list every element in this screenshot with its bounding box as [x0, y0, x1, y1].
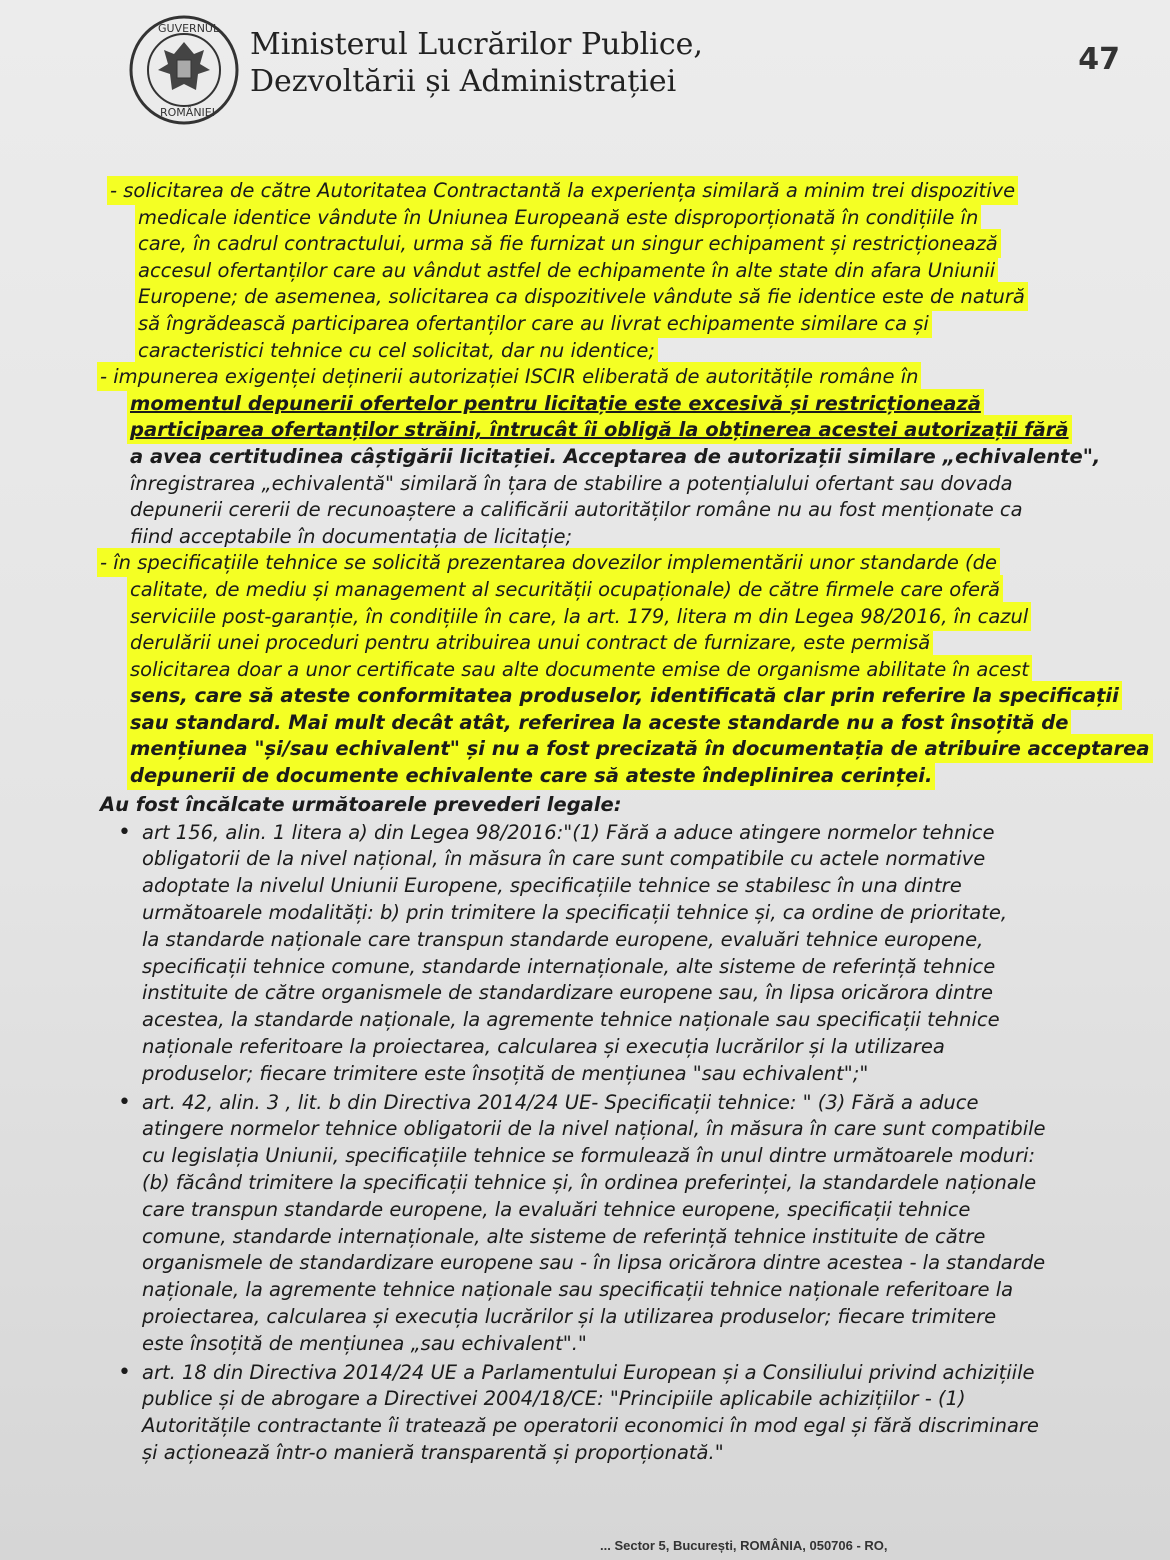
- page-number: 47: [1078, 42, 1120, 77]
- para2-line: momentul depunerii ofertelor pentru licitație este excesivă și restricționează: [130, 391, 981, 415]
- bullet-icon: •: [118, 1089, 131, 1115]
- para3-line: - în specificațiile tehnice se solicită prezentarea dovezilor implementării unor standarde (de: [100, 551, 998, 575]
- bullet3-line: Autoritățile contractante îi tratează pe operatorii economici în mod egal și fără discriminare: [142, 1414, 1039, 1438]
- para2-line: a avea certitudinea câștigării licitației. Acceptarea de autorizații similare „echivalente",: [130, 444, 1101, 468]
- bullet3-line: publice și de abrogare a Directivei 2004/18/CE: "Principiile aplicabile achizițiilor - (1): [142, 1387, 966, 1411]
- bullet1-line: la standarde naționale care transpun standarde europene, evaluări tehnice europene,: [142, 927, 984, 951]
- para3-line: derulării unei proceduri pentru atribuirea unui contract de furnizare, este permisă: [130, 631, 931, 655]
- paragraph-similar-experience: [110, 178, 1120, 364]
- para1-line: - solicitarea de către Autoritatea Contractantă la experiența similară a minim trei dispozitive: [110, 179, 1016, 202]
- para1-line: Europene; de asemenea, solicitarea ca dispozitivele vândute să fie identice este de natură: [138, 285, 1025, 309]
- bullet1-line: obligatorii de la nivel național, în măsura în care sunt compatibile cu actele normative: [142, 847, 986, 871]
- bullet3-line: art. 18 din Directiva 2014/24 UE a Parlamentului European și a Consiliului privind achizițiile: [142, 1360, 1035, 1384]
- bullet-icon: •: [118, 1359, 131, 1385]
- document-body: [100, 178, 1150, 1467]
- bullet1-line: instituite de către organismele de standardizare europene sau, în lipsa oricărora dintre: [142, 981, 993, 1005]
- bullet-icon: •: [118, 819, 131, 845]
- para1-line: medicale identice vândute în Uniunea Europeană este disproporționată în condițiile în: [138, 205, 979, 229]
- para2-line: fiind acceptabile în documentația de licitație;: [130, 524, 573, 548]
- bullet2-line: art. 42, alin. 3 , lit. b din Directiva 2014/24 UE- Specificații tehnice: " (3) Fără a aduce: [142, 1090, 979, 1114]
- para3-line: calitate, de mediu și management al securității ocupaționale) de către firmele care oferă: [130, 577, 1000, 601]
- bullet2-line: (b) făcând trimitere la specificații tehnice și, în ordinea preferinței, la standardele naționale: [142, 1171, 1037, 1195]
- para1-line: accesul ofertanților care au vândut astfel de echipamente în alte state din afara Uniunii: [138, 258, 996, 282]
- letterhead: [128, 14, 1138, 134]
- bullet1-line: specificații tehnice comune, standarde internaționale, alte sisteme de referință tehnice: [142, 954, 996, 978]
- para1-line: caracteristici tehnice cu cel solicitat, dar nu identice;: [138, 338, 655, 362]
- legal-bullet-art42: [100, 1090, 1120, 1358]
- para2-line: participarea ofertanților străini, întrucât îi obligă la obținerea acestei autorizații fără: [130, 418, 1069, 442]
- para3-line: serviciile post-garanție, în condițiile în care, la art. 179, litera m din Legea 98/2016, în cazul: [130, 604, 1029, 628]
- paragraph-iscir-authorization: [100, 364, 1120, 550]
- para3-line: mențiunea "și/sau echivalent" și nu a fost precizată în documentația de atribuire acceptarea: [130, 737, 1150, 761]
- para2-line: înregistrarea „echivalentă" similară în țara de stabilire a potențialului ofertant sau dovada: [130, 471, 1013, 495]
- bullet2-line: proiectarea, calcularea și execuția lucrărilor și la utilizarea produselor; fiecare trimitere: [142, 1305, 997, 1328]
- bullet1-line: produselor; fiecare trimitere este însoțită de mențiunea "sau echivalent";": [142, 1061, 869, 1085]
- para3-line: sau standard. Mai mult decât atât, referirea la aceste standarde nu a fost însoțită de: [130, 710, 1069, 734]
- legal-provisions-heading: Au fost încălcate următoarele prevederi legale:: [100, 792, 622, 816]
- para3-line: depunerii de documente echivalente care să ateste îndeplinirea cerinței.: [130, 764, 933, 788]
- paragraph-technical-specifications: [100, 550, 1150, 789]
- svg-text:ROMÂNIEI: ROMÂNIEI: [160, 106, 215, 119]
- para1-line: care, în cadrul contractului, urma să fie furnizat un singur echipament și restricționează: [138, 232, 998, 256]
- para2-line: depunerii cererii de recunoaștere a calificării autorităților române nu au fost menționate ca: [130, 498, 1023, 522]
- legal-bullet-art156: [100, 820, 1120, 1088]
- footer-address: ... Sector 5, București, ROMÂNIA, 050706 - RO,: [600, 1538, 888, 1553]
- bullet2-line: naționale, la agremente tehnice naționale sau specificații tehnice naționale referitoare la: [142, 1278, 1014, 1302]
- legal-bullet-art18: [100, 1360, 1120, 1467]
- ministry-name: [250, 26, 703, 100]
- bullet3-line: și acționează într-o manieră transparentă și proporționată.": [142, 1440, 724, 1464]
- ministry-line2: Dezvoltării și Administrației: [250, 64, 677, 99]
- ministry-line1: Ministerul Lucrărilor Publice,: [250, 27, 703, 62]
- bullet2-line: atingere normelor tehnice obligatorii de la nivel național, în măsura în care sunt compatibile: [142, 1117, 1046, 1141]
- svg-text:GUVERNUL: GUVERNUL: [158, 22, 220, 35]
- bullet2-line: cu legislația Uniunii, specificațiile tehnice se formulează în unul dintre următoarele moduri:: [142, 1144, 1036, 1168]
- bullet2-line: organismele de standardizare europene sau - în lipsa oricărora dintre acestea - la standarde: [142, 1251, 1046, 1275]
- para2-line: - impunerea exigenței deținerii autorizației ISCIR eliberată de autoritățile române în: [100, 365, 919, 389]
- para3-line: solicitarea doar a unor certificate sau alte documente emise de organisme abilitate în acest: [130, 657, 1029, 681]
- bullet2-line: este însoțită de mențiunea „sau echivalent".": [142, 1331, 587, 1355]
- bullet2-line: comune, standarde internaționale, alte sisteme de referință tehnice instituite de către: [142, 1224, 986, 1248]
- bullet1-line: adoptate la nivelul Uniunii Europene, specificațiile tehnice se stabilesc în una dintre: [142, 874, 962, 898]
- romanian-government-seal-icon: [128, 14, 240, 126]
- bullet1-line: următoarele modalități: b) prin trimitere la specificații tehnice și, ca ordine de prioritate,: [142, 901, 1008, 925]
- bullet2-line: care transpun standarde europene, la evaluări tehnice europene, specificații tehnice: [142, 1197, 971, 1221]
- para3-line: sens, care să ateste conformitatea produselor, identificată clar prin referire la specificații: [130, 684, 1119, 708]
- bullet1-line: acestea, la standarde naționale, la agremente tehnice naționale sau specificații tehnice: [142, 1008, 1000, 1032]
- bullet1-line: art 156, alin. 1 litera a) din Legea 98/2016:"(1) Fără a aduce atingere normelor tehnice: [142, 820, 995, 844]
- para1-line: să îngrădească participarea ofertanților care au livrat echipamente similare ca și: [138, 311, 929, 335]
- bullet1-line: naționale referitoare la proiectarea, calcularea și execuția lucrărilor și la utilizarea: [142, 1035, 945, 1059]
